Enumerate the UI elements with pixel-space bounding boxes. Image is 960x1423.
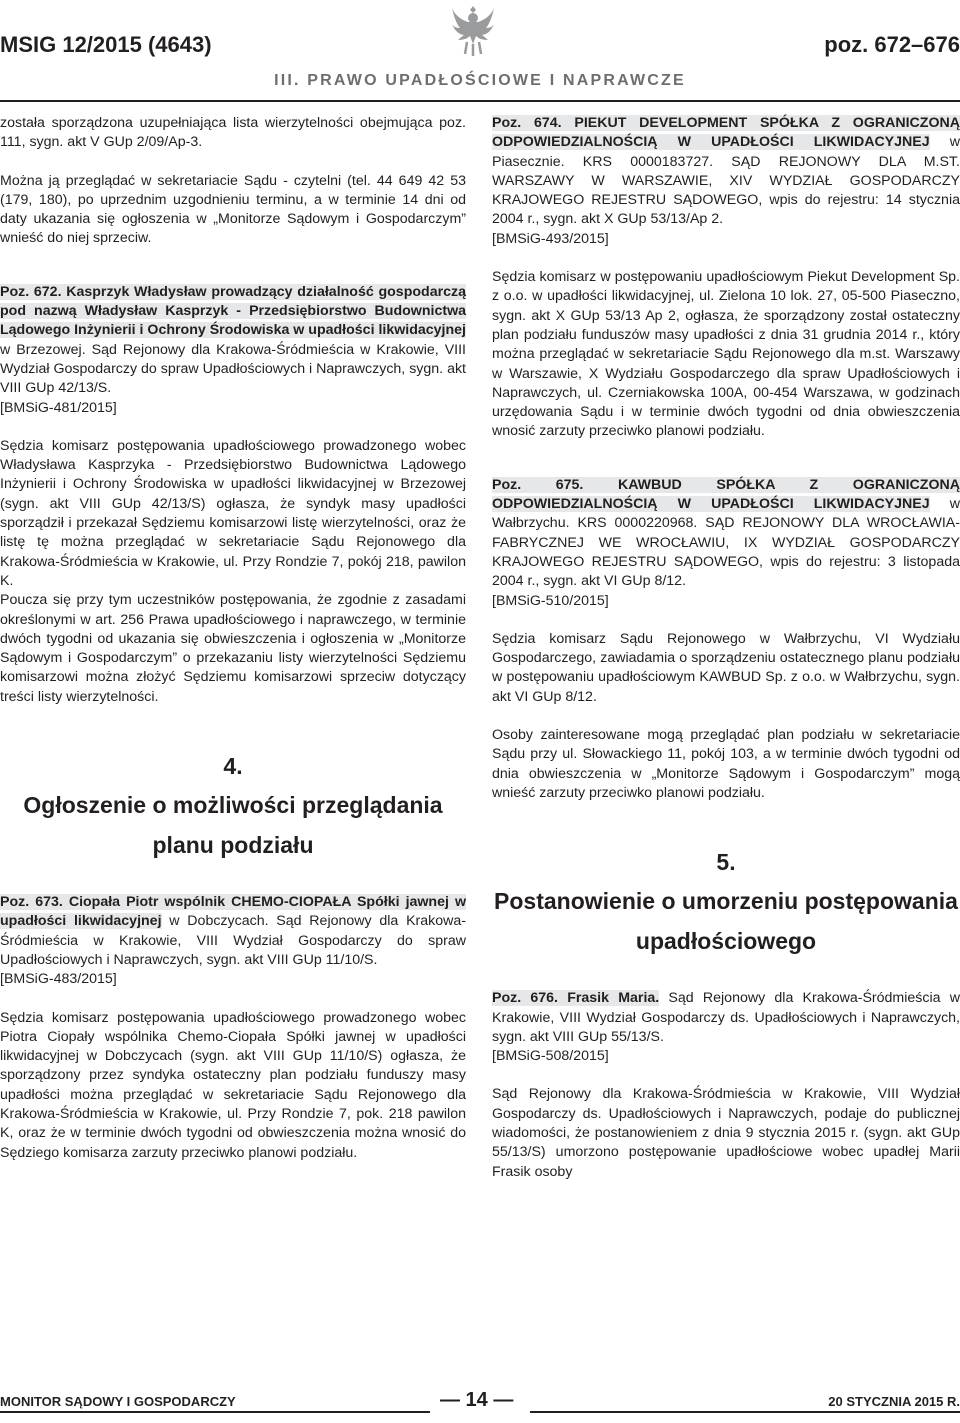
intro-paragraph: Można ją przeglądać w sekretariacie Sądu - czytelni (tel. 44 649 42 53 (179, 180), po uprzednim uzgodnieniu terminu, a w terminie 14 dni od daty ukazania się ogłoszenia w „Monitorze Sądowym i Gospodarczym” wnieść do niej sprzeciw. xyxy=(0,172,466,247)
intro-paragraph: została sporządzona uzupełniająca lista wierzytelności obejmująca poz. 111, sygn. akt V GUp 2/09/Ap-3. xyxy=(0,115,466,151)
announcement-court: w Brzezowej. Sąd Rejonowy dla Krakowa-Śródmieścia w Krakowie, VIII Wydział Gospodarczy do spraw Upadłościowych i Naprawczych, sygn. akt VIII GUp 42/13/S. xyxy=(0,341,466,397)
announcement-court: w Wałbrzychu. KRS 0000220968. SĄD REJONOWY DLA WROCŁAWIA-FABRYCZNEJ WE WROCŁAWIU, IX WYDZIAŁ GOSPODARCZY KRAJOWEGO REJESTRU SĄDOWEGO, wpis do rejestru: 3 listopada 2004 r., sygn. akt VI GUp 8/12. xyxy=(492,496,960,590)
announcement-body: Sąd Rejonowy dla Krakowa-Śródmieścia w Krakowie, VIII Wydział Gospodarczy ds. Upadłościowych i Naprawczych, podaje do publicznej wiadomości, że postanowieniem z dnia 9 stycznia 2015 r. (sygn. akt GUp 55/13/S) umorzono postępowanie upadłościowe wobec upadłej Marii Frasik osoby xyxy=(492,1086,960,1180)
section-4-heading xyxy=(0,747,466,865)
announcement-court: w Dobczycach. Sąd Rejonowy dla Krakowa-Śródmieścia w Krakowie, VIII Wydział Gospodarczy do spraw Upadłościowych i Naprawczych, sygn. akt VIII GUp 11/10/S. xyxy=(0,913,466,968)
announcement-heading: Poz. 674. PIEKUT DEVELOPMENT SPÓŁKA Z OGRANICZONĄ ODPOWIEDZIALNOŚCIĄ W UPADŁOŚCI LIKWIDACYJNEJ xyxy=(492,115,960,151)
page-number: — 14 — xyxy=(440,1389,514,1411)
section-heading: III. PRAWO UPADŁOŚCIOWE I NAPRAWCZE xyxy=(274,72,686,89)
announcement-body: Sędzia komisarz w postępowaniu upadłościowym Piekut Development Sp. z o.o. w upadłości likwidacyjnej, ul. Zielona 10 lok. 27, 05-500 Piaseczno, sygn. akt X GUp 53/13 Ap 2, ogłasza, że sporządzony został ostateczny plan podziału funduszów masy upadłości z dnia 31 grudnia 2014 r., który można przeglądać w sekretariacie Sądu Rejonowego dla m.st. Warszawy w Warszawie, X Wydziału Gospodarczego dla spraw Upadłościowych i Naprawczych, ul. Czerniakowska 100A, 00-454 Warszawa, w godzinach urzędowania Sądu i w terminie dwóch tygodni od dnia obwieszczenia wnosić zarzuty przeciwko planowi podziału. xyxy=(492,269,960,440)
announcement-body: Poucza się przy tym uczestników postępowania, że zgodnie z zasadami określonymi w art. 256 Prawa upadłościowego i naprawczego, w terminie dwóch tygodni od ukazania się obwieszczenia i ogłoszenia w „Monitorze Sądowym i Gospodarczym” o przekazaniu listy wierzytelności Sędziemu komisarzowi można złożyć Sędziemu komisarzowi sprzeciw dotyczący treści listy wierzytelności. xyxy=(0,592,466,705)
section-title: Postanowienie o umorzeniu postępowania upadłościowego xyxy=(494,888,958,955)
announcement-heading: Poz. 673. Ciopała Piotr wspólnik CHEMO-CIOPAŁA Spółki jawnej w upadłości likwidacyjnej xyxy=(0,894,466,930)
announcement-heading: Poz. 675. KAWBUD SPÓŁKA Z OGRANICZONĄ ODPOWIEDZIALNOŚCIĄ W UPADŁOŚCI LIKWIDACYJNEJ xyxy=(492,476,960,513)
announcement-body: Osoby zainteresowane mogą przeglądać plan podziału w sekretariacie Sądu przy ul. Słowackiego 11, pokój 103, a w terminie dwóch tygodni od dnia obwieszczenia w „Monitorze Sądowym i Gospodarczym” mogą wnieść zarzuty przeciwko planowi podziału. xyxy=(492,727,960,801)
journal-issue-title: MSIG 12/2015 (4643) xyxy=(0,32,212,57)
issue-date: 20 STYCZNIA 2015 R. xyxy=(828,1394,960,1409)
footer-divider xyxy=(0,1411,430,1413)
announcement-signature: [BMSiG-483/2015] xyxy=(0,971,117,988)
section-number: 4. xyxy=(223,753,243,780)
eagle-emblem-icon xyxy=(450,2,496,58)
section-5-heading xyxy=(492,843,960,961)
announcement-poz-676 xyxy=(492,989,960,1066)
position-range: poz. 672–676 xyxy=(824,32,960,57)
announcement-poz-673 xyxy=(0,893,466,989)
section-number: 5. xyxy=(716,849,736,876)
footer-divider xyxy=(530,1411,960,1413)
announcement-poz-675 xyxy=(492,476,960,611)
announcement-heading: Poz. 672. Kasprzyk Władysław prowadzący działalność gospodarczą pod nazwą Władysław Kasprzyk - Przedsiębiorstwo Budownictwa Lądowego Inżynierii i Ochrony Środowiska w upadłości likwidacyjnej xyxy=(0,283,466,339)
announcement-poz-672 xyxy=(0,283,466,418)
announcement-poz-674 xyxy=(492,114,960,249)
announcement-court: w Piasecznie. KRS 0000183727. SĄD REJONOWY DLA M.ST. WARSZAWY W WARSZAWIE, XIV WYDZIAŁ GOSPODARCZY KRAJOWEGO REJESTRU SĄDOWEGO, wpis do rejestru: 14 stycznia 2004 r., sygn. akt X GUp 53/13/Ap 2. xyxy=(492,134,960,228)
right-column xyxy=(492,114,960,1182)
left-column xyxy=(0,114,466,1163)
announcement-signature: [BMSiG-510/2015] xyxy=(492,592,609,609)
announcement-body: Sędzia komisarz postępowania upadłościowego prowadzonego wobec Piotra Ciopały wspólnika Chemo-Ciopała Spółki jawnej w upadłości likwidacyjnej w Dobczycach (sygn. akt VIII GUp 11/10/S) ogłasza, że sporządzony przez syndyka ostateczny plan podziału funduszy masy upadłości można przeglądać w sekretariacie Sądu Rejonowego dla Krakowa-Śródmieścia w Krakowie, ul. Przy Rondzie 7, pok. 218 pawilon K, oraz że w terminie dwóch tygodni od obwieszczenia można wnosić do Sędziego komisarza zarzuty przeciwko planowi podziału. xyxy=(0,1009,466,1161)
announcement-signature: [BMSiG-493/2015] xyxy=(492,230,609,247)
announcement-signature: [BMSiG-481/2015] xyxy=(0,399,117,416)
section-title: Ogłoszenie o możliwości przeglądania planu podziału xyxy=(23,792,443,859)
journal-name: MONITOR SĄDOWY I GOSPODARCZY xyxy=(0,1394,236,1409)
announcement-signature: [BMSiG-508/2015] xyxy=(492,1048,609,1065)
announcement-heading: Poz. 676. Frasik Maria. xyxy=(492,990,660,1007)
announcement-body: Sędzia komisarz postępowania upadłościowego prowadzonego wobec Władysława Kasprzyka - Przedsiębiorstwo Budownictwa Lądowego Inżynierii i Ochrony Środowiska w upadłości likwidacyjnej w Brzezowej (sygn. akt VIII GUp 42/13/S) ogłasza, że syndyk masy upadłości sporządził i przekazał Sędziemu komisarzowi listę wierzytelności, oraz że listę tę można przeglądać w sekretariacie Sądu Rejonowego dla Krakowa-Śródmieścia w Krakowie, ul. Przy Rondzie 7, pokój 218, pawilon K. xyxy=(0,437,466,589)
announcement-court: Sąd Rejonowy dla Krakowa-Śródmieścia w Krakowie, VIII Wydział Gospodarczy ds. Upadłościowych i Naprawczych, sygn. akt VIII GUp 55/13/S. xyxy=(492,990,960,1045)
header-divider xyxy=(0,100,960,102)
announcement-body: Sędzia komisarz Sądu Rejonowego w Wałbrzychu, VI Wydziału Gospodarczego, zawiadamia o sporządzeniu ostatecznego planu podziału w postępowaniu upadłościowym KAWBUD Sp. z o.o. w Wałbrzychu, sygn. akt VI GUp 8/12. xyxy=(492,630,960,705)
